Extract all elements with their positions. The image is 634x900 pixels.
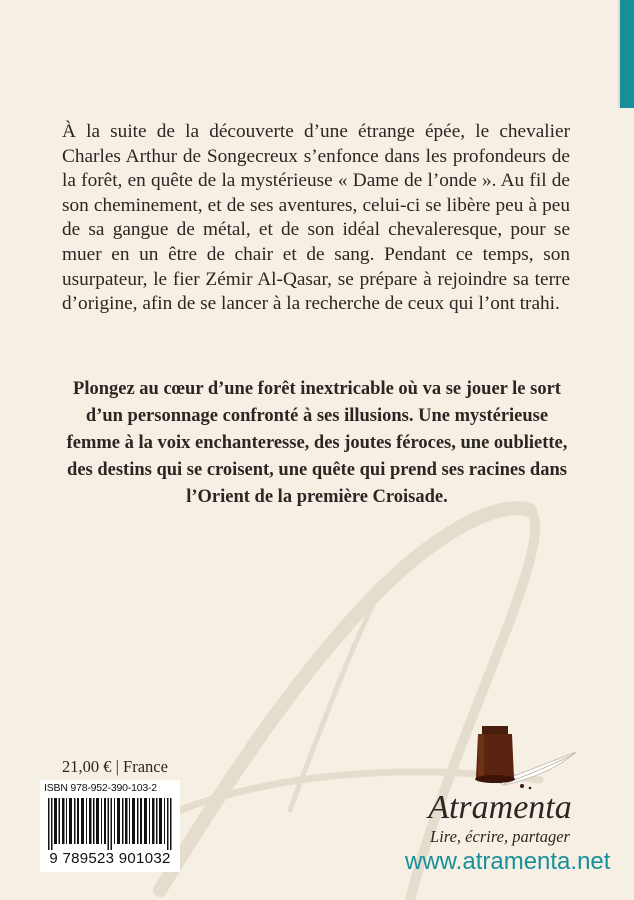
publisher-tagline: Lire, écrire, partager [430,827,570,846]
inkwell-quill-icon [460,722,580,792]
teaser-line: des destins qui se croisent, une quête qui prend ses racines dans [67,460,567,480]
barcode-icon [48,798,172,850]
barcode-number: 9 789523 901032 [49,850,171,867]
barcode-block [40,780,180,872]
publisher-name: Atramenta [428,789,572,826]
back-cover-teaser [56,376,578,511]
teaser-line: l’Orient de la première Croisade. [186,487,448,507]
accent-tab [620,0,634,108]
teaser-line: d’un personnage confronté à ses illusions. Une mystérieuse [85,406,549,426]
price-label: 21,00 € | France [62,757,168,776]
teaser-line: Plongez au cœur d’une forêt inextricable où va se jouer le sort [73,379,561,399]
isbn-label: ISBN 978-952-390-103-2 [44,782,157,794]
back-cover-blurb: À la suite de la découverte d’une étrange épée, le chevalier Charles Arthur de Songecreux s’enfonce dans les profondeurs de la forêt, en quête de la mystérieuse « Dame de l’onde ». Au fil de son cheminement, et de ses aventures, celui-ci se libère peu à peu de sa gangue de métal, et de son idéal chevaleresque, pour se muer en un être de chair et de sang. Pendant ce temps, son usurpateur, le fier Zémir Al-Qasar, se prépare à rejoindre sa terre d’origine, afin de se lancer à la recherche de ceux qui l’ont trahi. [62,121,570,315]
teaser-line: femme à la voix enchanteresse, des joutes féroces, une oubliette, [66,433,568,453]
publisher-website-link[interactable]: www.atramenta.net [405,848,611,875]
